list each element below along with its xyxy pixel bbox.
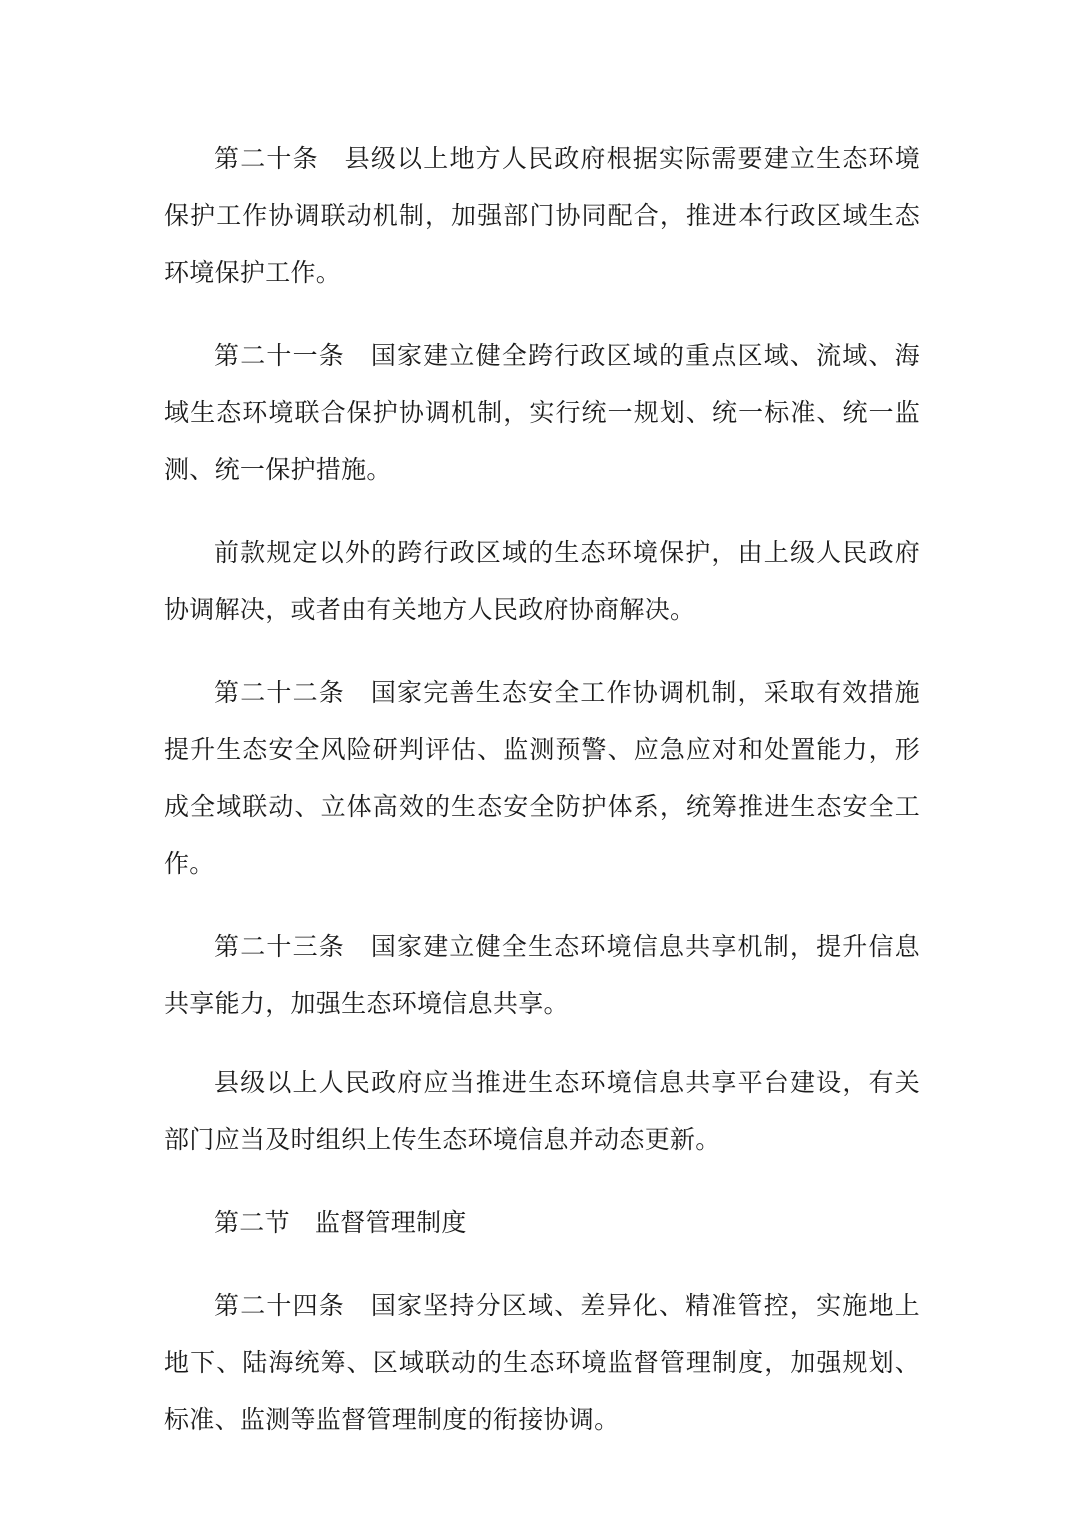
document-page	[164, 130, 920, 1448]
article-21-text: 国家建立健全跨行政区域的重点区域、流域、海域生态环境联合保护协调机制，实行统一规划、统一标准、统一监测、统一保护措施。	[164, 341, 920, 484]
article-21-paragraph-2	[164, 524, 920, 638]
article-23-paragraph-2	[164, 1054, 920, 1168]
section-number: 第二节	[214, 1208, 290, 1237]
article-22-heading: 第二十二条	[214, 678, 345, 707]
article-21-heading: 第二十一条	[214, 341, 345, 370]
section-heading	[164, 1194, 920, 1251]
article-23-paragraph-2-text: 县级以上人民政府应当推进生态环境信息共享平台建设，有关部门应当及时组织上传生态环境信息并动态更新。	[164, 1068, 920, 1154]
article-23-text: 国家建立健全生态环境信息共享机制，提升信息共享能力，加强生态环境信息共享。	[164, 932, 920, 1018]
article-20-text: 县级以上地方人民政府根据实际需要建立生态环境保护工作协调联动机制，加强部门协同配合，推进本行政区域生态环境保护工作。	[164, 144, 921, 287]
article-24	[164, 1277, 920, 1448]
article-23	[164, 918, 920, 1032]
article-23-heading: 第二十三条	[214, 932, 345, 961]
article-22-text: 国家完善生态安全工作协调机制，采取有效措施提升生态安全风险研判评估、监测预警、应急应对和处置能力，形成全域联动、立体高效的生态安全防护体系，统筹推进生态安全工作。	[164, 678, 920, 878]
article-24-text: 国家坚持分区域、差异化、精准管控，实施地上地下、陆海统筹、区域联动的生态环境监督管理制度，加强规划、标准、监测等监督管理制度的衔接协调。	[164, 1291, 920, 1434]
article-21-paragraph-2-text: 前款规定以外的跨行政区域的生态环境保护，由上级人民政府协调解决，或者由有关地方人民政府协商解决。	[164, 538, 920, 624]
article-20-heading: 第二十条	[214, 144, 319, 173]
article-22	[164, 664, 920, 892]
article-21	[164, 327, 920, 498]
article-20	[164, 130, 920, 301]
article-24-heading: 第二十四条	[214, 1291, 345, 1320]
section-title: 监督管理制度	[314, 1208, 467, 1237]
